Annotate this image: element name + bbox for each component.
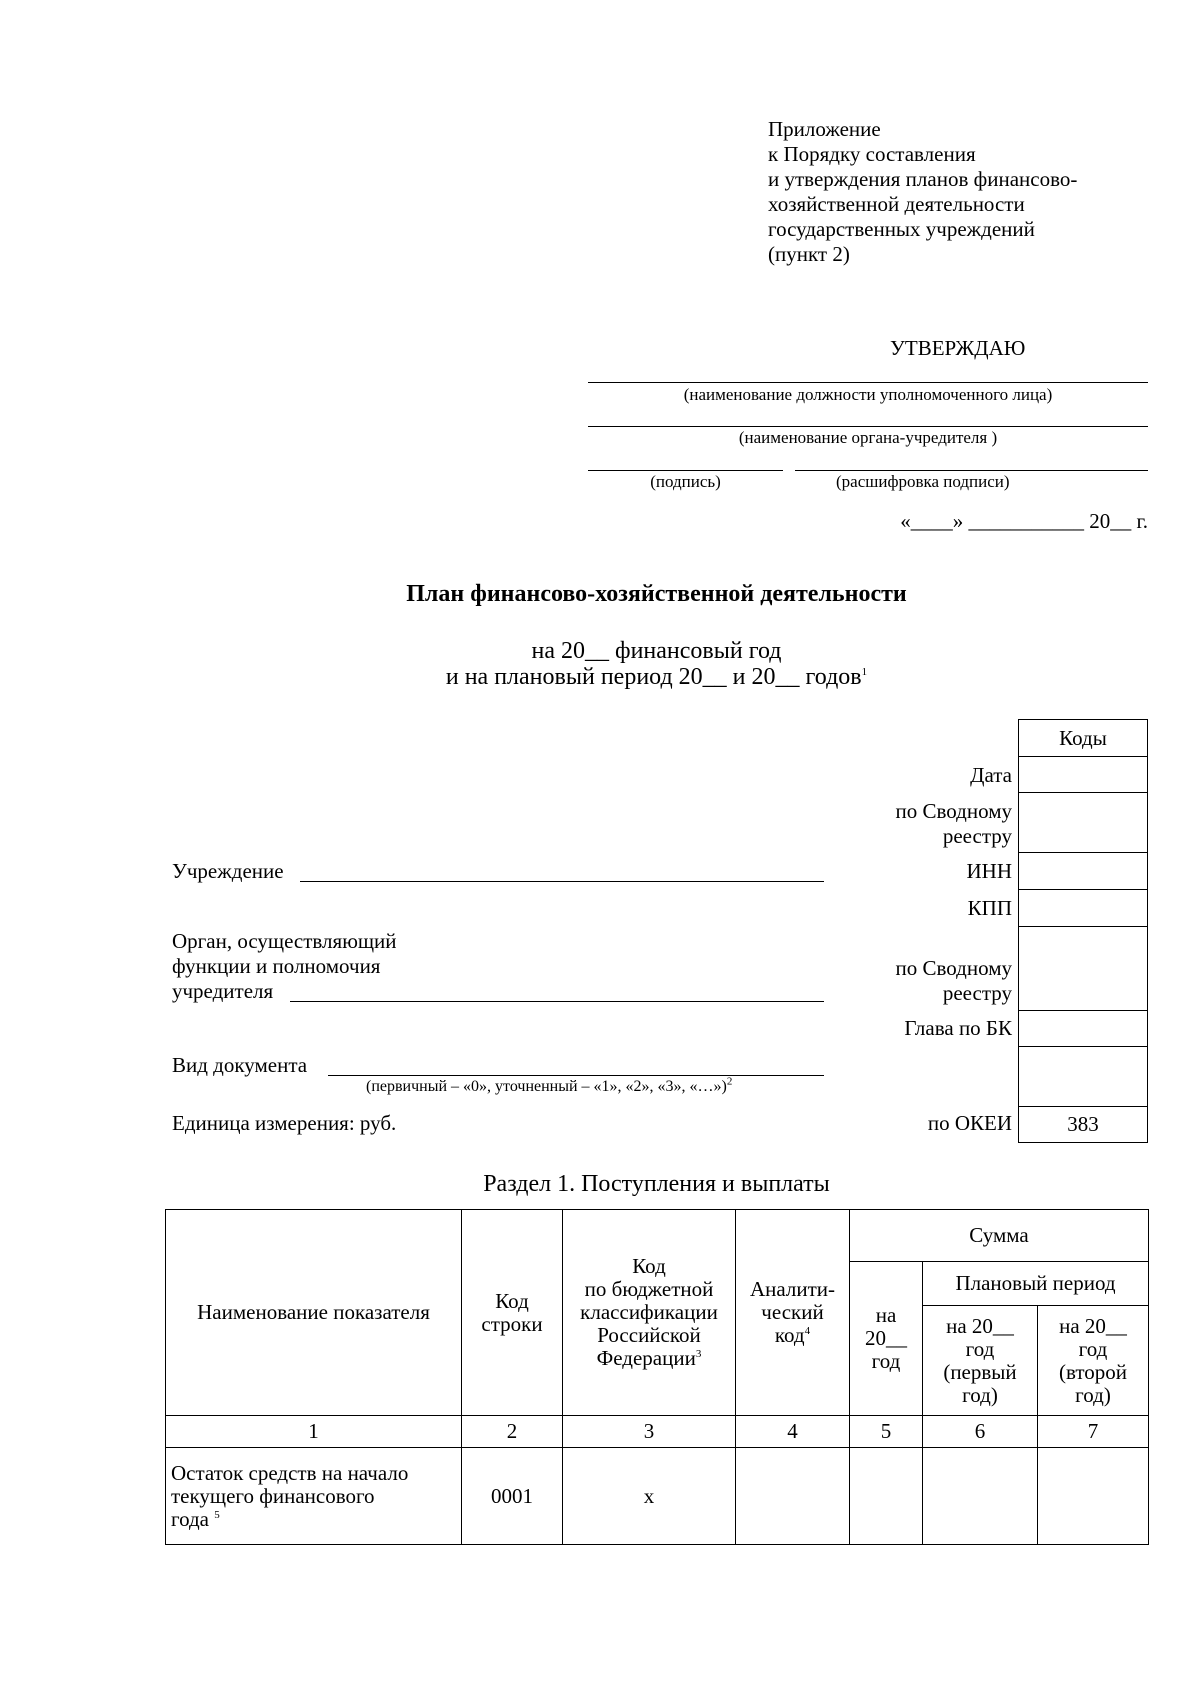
table-row [166, 1448, 1149, 1545]
signature-line[interactable] [588, 470, 783, 471]
period-line-2-text: и на плановый период 20__ и 20__ годов [445, 664, 862, 690]
column-number: 6 [923, 1416, 1038, 1448]
header-text: Код [495, 1288, 529, 1313]
organ-label-line: учредителя [172, 979, 274, 1003]
header-text: ческий [761, 1300, 824, 1324]
header-text: год) [1075, 1382, 1111, 1407]
code-label-date: Дата [970, 763, 1012, 787]
row-analytic-code[interactable] [736, 1448, 850, 1545]
row-name-text: года [171, 1506, 209, 1531]
organ-caption: (наименование органа-учредителя ) [738, 428, 998, 447]
row-name [166, 1448, 462, 1545]
header-text [738, 1324, 847, 1347]
header-text: 20__ [865, 1326, 907, 1350]
column-number-row [166, 1416, 1149, 1448]
decode-caption: (расшифровка подписи) [836, 472, 1010, 491]
code-cell-registry[interactable] [1019, 793, 1148, 853]
doc-type-label: Вид документа [172, 1053, 308, 1077]
header-text: на [875, 1303, 897, 1327]
header-text: на 20__ [946, 1313, 1014, 1338]
position-line[interactable] [588, 382, 1148, 383]
row-sum-first[interactable] [923, 1448, 1038, 1545]
approval-date[interactable]: «____» ___________ 20__ г. [900, 509, 1148, 533]
header-text: Код [632, 1254, 666, 1278]
code-cell-doc-type[interactable] [1019, 1047, 1148, 1107]
footnote-mark: 3 [695, 1348, 702, 1360]
appendix-line: (пункт 2) [768, 242, 850, 266]
signature-caption: (подпись) [650, 472, 721, 491]
code-label-okei: по ОКЕИ [927, 1111, 1012, 1135]
header-plan-period: Плановый период [923, 1262, 1149, 1306]
header-text: строки [481, 1311, 543, 1336]
code-cell-registry-organ[interactable] [1019, 927, 1148, 1011]
code-label-line: реестру [942, 981, 1012, 1005]
footnote-mark: 4 [804, 1325, 811, 1337]
header-name: Наименование показателя [166, 1210, 462, 1416]
code-label-kpp: КПП [967, 896, 1012, 920]
code-cell-date[interactable] [1019, 757, 1148, 793]
row-name-text [171, 1508, 459, 1531]
header-text: Аналити- [749, 1277, 836, 1301]
header-text: Федерации [596, 1346, 696, 1370]
header-text: по бюджетной [584, 1277, 714, 1301]
code-cell-inn[interactable] [1019, 853, 1148, 890]
header-first-year [923, 1306, 1038, 1416]
header-text: на 20__ [1059, 1313, 1127, 1338]
footnote-mark: 1 [861, 666, 868, 678]
decode-line[interactable] [795, 470, 1148, 471]
header-text: код [774, 1323, 805, 1347]
row-sum-current[interactable] [850, 1448, 923, 1545]
header-second-year [1038, 1306, 1149, 1416]
code-label-line: реестру [942, 824, 1012, 848]
code-cell-okei: 383 [1019, 1107, 1148, 1143]
header-current-year [850, 1262, 923, 1416]
row-code: 0001 [462, 1448, 563, 1545]
row-name-text: Остаток средств на начало [171, 1460, 409, 1485]
unit-label: Единица измерения: руб. [172, 1111, 397, 1135]
header-analytic-code [736, 1210, 850, 1416]
organ-label [172, 929, 397, 1004]
section-title: Раздел 1. Поступления и выплаты [483, 1171, 830, 1197]
page-title: План финансово-хозяйственной деятельности [406, 581, 907, 607]
appendix-line: хозяйственной деятельности [768, 192, 1025, 216]
column-number: 3 [563, 1416, 736, 1448]
code-label-registry-organ [896, 956, 1012, 1006]
header-text: (второй [1058, 1359, 1128, 1384]
position-caption: (наименование должности уполномоченного лица) [683, 385, 1053, 404]
appendix-line: Приложение [768, 117, 881, 141]
organ-label-line: Орган, осуществляющий [172, 929, 397, 953]
column-number: 1 [166, 1416, 462, 1448]
header-text: год [871, 1349, 901, 1373]
footnote-mark: 5 [214, 1508, 220, 1521]
column-number: 2 [462, 1416, 563, 1448]
header-text: год [965, 1336, 995, 1361]
code-cell-chapter[interactable] [1019, 1011, 1148, 1047]
code-label-inn: ИНН [966, 859, 1012, 883]
header-text: год [1078, 1336, 1108, 1361]
row-name-text: текущего финансового [171, 1483, 375, 1508]
appendix-line: и утверждения планов финансово- [768, 167, 1078, 191]
appendix-line: государственных учреждений [768, 217, 1035, 241]
code-label-line: по Сводному [895, 799, 1012, 823]
column-number: 5 [850, 1416, 923, 1448]
doc-type-hint [366, 1075, 733, 1096]
code-label-registry [896, 799, 1012, 849]
period-line-2 [165, 664, 1148, 690]
appendix-line: к Порядку составления [768, 142, 976, 166]
code-label-chapter: Глава по БК [904, 1016, 1012, 1040]
column-number: 7 [1038, 1416, 1149, 1448]
doc-type-field[interactable] [328, 1075, 824, 1076]
organ-line[interactable] [588, 426, 1148, 427]
appendix-note [768, 117, 1077, 267]
column-number: 4 [736, 1416, 850, 1448]
doc-type-hint-text: (первичный – «0», уточненный – «1», «2», «3», «…») [366, 1078, 727, 1095]
header-text: год) [962, 1382, 998, 1407]
code-label-line: по Сводному [895, 956, 1012, 980]
header-text: Российской [597, 1323, 701, 1347]
header-bk-code [563, 1210, 736, 1416]
institution-field[interactable] [300, 881, 824, 882]
approval-title: УТВЕРЖДАЮ [890, 336, 1026, 360]
header-text: классификации [580, 1300, 718, 1324]
footnote-mark: 2 [726, 1075, 733, 1088]
row-bk-code: x [563, 1448, 736, 1545]
codes-table [1018, 719, 1148, 1143]
period-line-1: на 20__ финансовый год [531, 638, 782, 664]
header-row-code [462, 1210, 563, 1416]
code-cell-kpp[interactable] [1019, 890, 1148, 927]
codes-header: Коды [1019, 720, 1148, 757]
row-sum-second[interactable] [1038, 1448, 1149, 1545]
receipts-payments-table [165, 1209, 1149, 1545]
header-text: (первый [943, 1359, 1017, 1384]
header-sum: Сумма [850, 1210, 1149, 1262]
header-text [565, 1347, 733, 1370]
organ-field[interactable] [290, 1001, 824, 1002]
organ-label-line: функции и полномочия [172, 954, 381, 978]
institution-label: Учреждение [172, 859, 284, 883]
